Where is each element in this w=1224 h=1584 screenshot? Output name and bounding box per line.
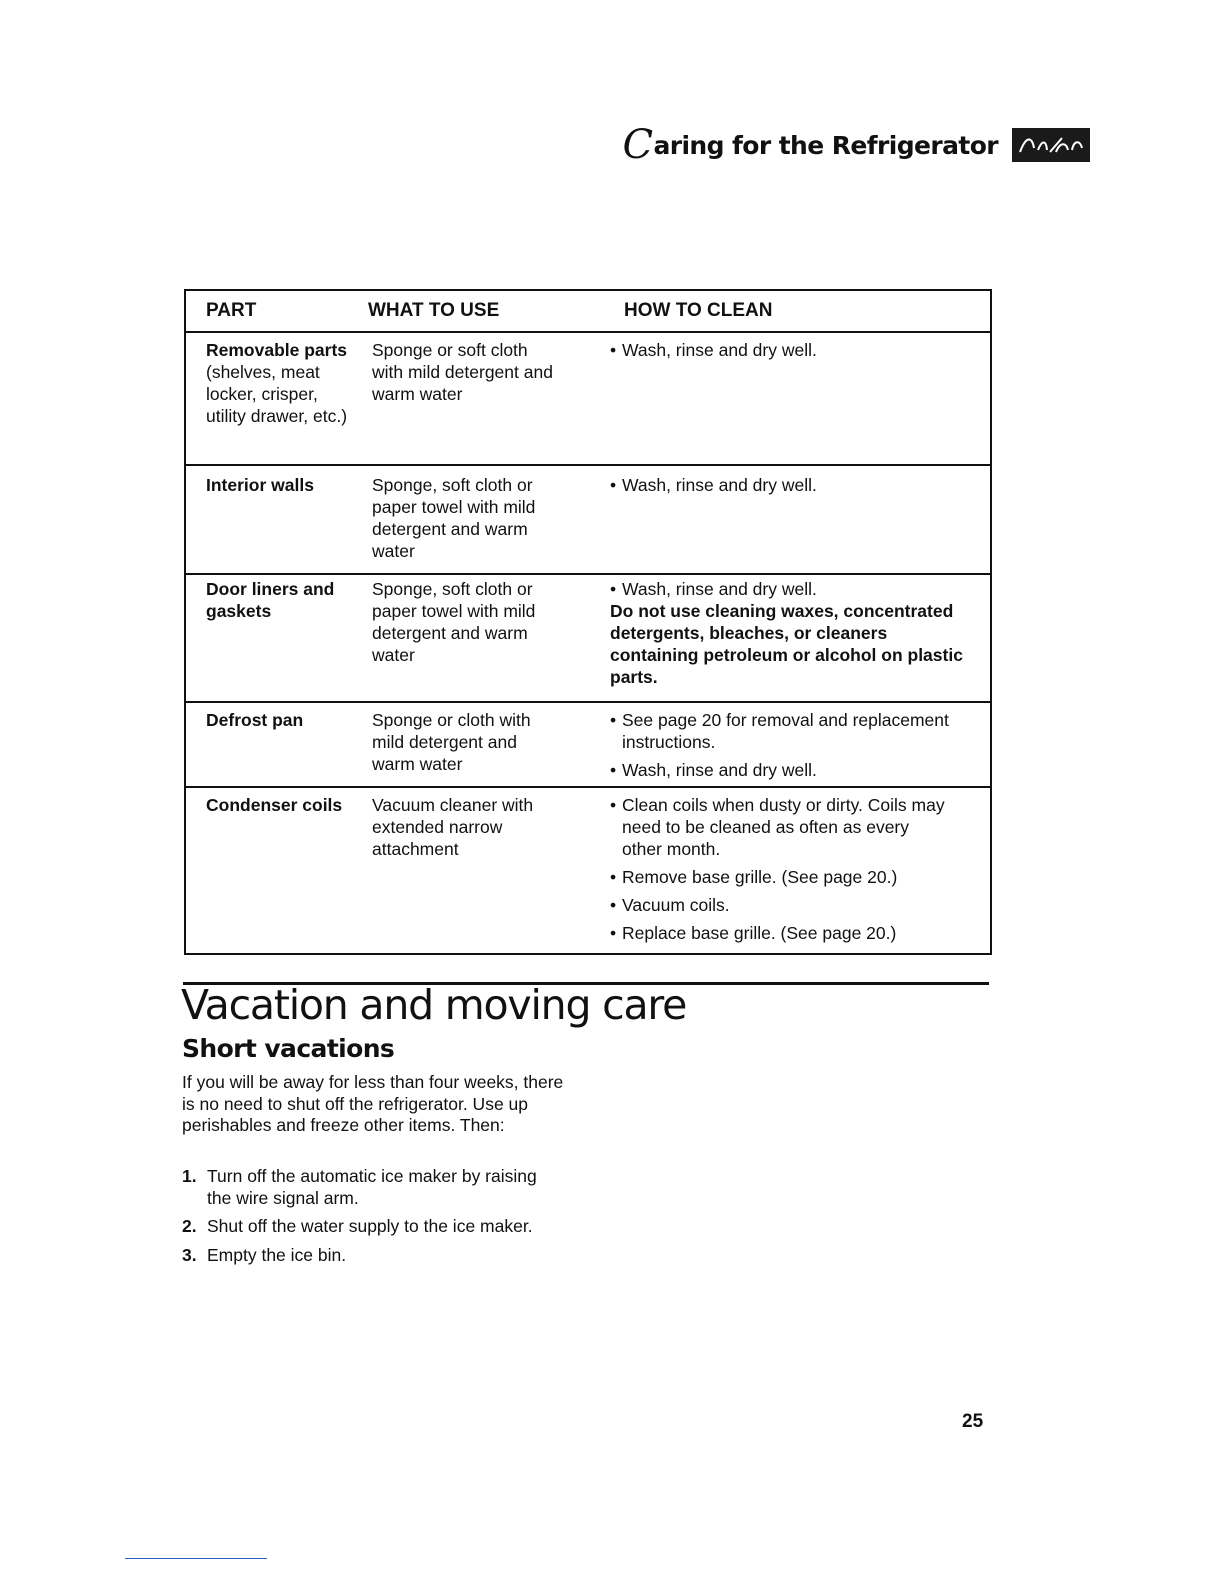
what-to-use-text: Vacuum cleaner with extended narrow attachment	[372, 795, 534, 859]
part-cell	[186, 794, 368, 953]
table-header-row	[186, 291, 990, 331]
header-decorative-swash	[1016, 132, 1086, 158]
header-title-rest: aring for the Refrigerator	[653, 130, 998, 160]
bullet-icon: •	[610, 795, 617, 815]
instruction-item: • See page 20 for removal and replacement instructions.	[610, 710, 949, 752]
how-to-clean-cell	[608, 709, 990, 786]
page-header	[622, 121, 1090, 168]
part-name: Interior walls	[206, 475, 314, 495]
how-to-clean-cell	[608, 339, 990, 464]
bullet-icon: •	[610, 475, 617, 495]
how-to-clean-cell	[608, 474, 990, 573]
part-name: Removable parts	[206, 340, 348, 360]
header-what-to-use: WHAT TO USE	[368, 300, 500, 321]
list-item	[182, 1166, 542, 1209]
what-to-use-text: Sponge, soft cloth or paper towel with mild detergent and warm water	[372, 475, 536, 561]
instruction-item: • Wash, rinse and dry well.	[610, 475, 817, 495]
what-to-use-cell	[368, 794, 608, 953]
how-to-clean-cell	[608, 578, 990, 701]
bullet-icon: •	[610, 579, 617, 599]
table-row	[186, 786, 990, 953]
instruction-item: • Remove base grille. (See page 20.)	[610, 867, 898, 887]
bullet-icon: •	[610, 710, 617, 730]
step-text: Turn off the automatic ice maker by raising the wire signal arm.	[207, 1166, 537, 1208]
steps-list	[182, 1166, 542, 1273]
list-item	[182, 1216, 542, 1238]
part-cell	[186, 474, 368, 573]
header-part: PART	[206, 300, 257, 321]
bullet-icon: •	[610, 760, 617, 780]
table-row	[186, 701, 990, 786]
part-name: Door liners and gaskets	[206, 579, 335, 621]
what-to-use-cell	[368, 339, 608, 464]
part-cell	[186, 339, 368, 464]
part-cell	[186, 578, 368, 701]
step-text: Empty the ice bin.	[207, 1244, 347, 1265]
what-to-use-cell	[368, 709, 608, 786]
what-to-use-text: Sponge, soft cloth or paper towel with mild detergent and warm water	[372, 579, 536, 665]
table-row	[186, 331, 990, 464]
section-header-title	[622, 121, 998, 168]
part-name: Condenser coils	[206, 795, 343, 815]
bullet-icon: •	[610, 895, 617, 915]
instruction-item: • Wash, rinse and dry well.	[610, 579, 817, 599]
intro-paragraph: If you will be away for less than four weeks, there is no need to shut off the refrigerator. Use up perishables and freeze other items. Then:	[182, 1072, 564, 1135]
part-detail: (shelves, meat locker, crisper, utility drawer, etc.)	[206, 362, 348, 426]
what-to-use-cell	[368, 578, 608, 701]
subsection-title: Short vacations	[182, 1034, 395, 1063]
header-how-to-clean: HOW TO CLEAN	[624, 300, 773, 321]
section-title: Vacation and moving care	[181, 981, 687, 1029]
step-number: 3.	[182, 1244, 197, 1265]
header-title-initial: C	[622, 121, 653, 168]
scan-edge-line	[125, 1558, 267, 1559]
part-cell	[186, 709, 368, 786]
step-number: 1.	[182, 1166, 197, 1186]
step-number: 2.	[182, 1216, 197, 1236]
list-item	[182, 1245, 542, 1267]
table-row	[186, 464, 990, 573]
instruction-item: • Vacuum coils.	[610, 895, 730, 915]
bullet-icon: •	[610, 340, 617, 360]
step-text: Shut off the water supply to the ice maker.	[207, 1216, 533, 1236]
bullet-icon: •	[610, 923, 617, 943]
what-to-use-cell	[368, 474, 608, 573]
instruction-item: • Clean coils when dusty or dirty. Coils may need to be cleaned as often as every other month.	[610, 795, 945, 859]
instruction-item: • Replace base grille. (See page 20.)	[610, 923, 897, 943]
what-to-use-text: Sponge or soft cloth with mild detergent and warm water	[372, 340, 553, 404]
part-name: Defrost pan	[206, 710, 304, 730]
page-number: 25	[962, 1411, 984, 1432]
instruction-item: • Wash, rinse and dry well.	[610, 760, 817, 780]
cleaning-table	[184, 289, 992, 955]
bullet-icon: •	[610, 867, 617, 887]
plastic-parts-warning: Do not use cleaning waxes, concentrated detergents, bleaches, or cleaners containing petroleum or alcohol on plastic parts.	[610, 601, 963, 687]
header-decorative-block	[1012, 128, 1090, 162]
table-row	[186, 573, 990, 701]
what-to-use-text: Sponge or cloth with mild detergent and warm water	[372, 710, 531, 774]
how-to-clean-cell	[608, 794, 990, 953]
instruction-item: • Wash, rinse and dry well.	[610, 340, 817, 360]
